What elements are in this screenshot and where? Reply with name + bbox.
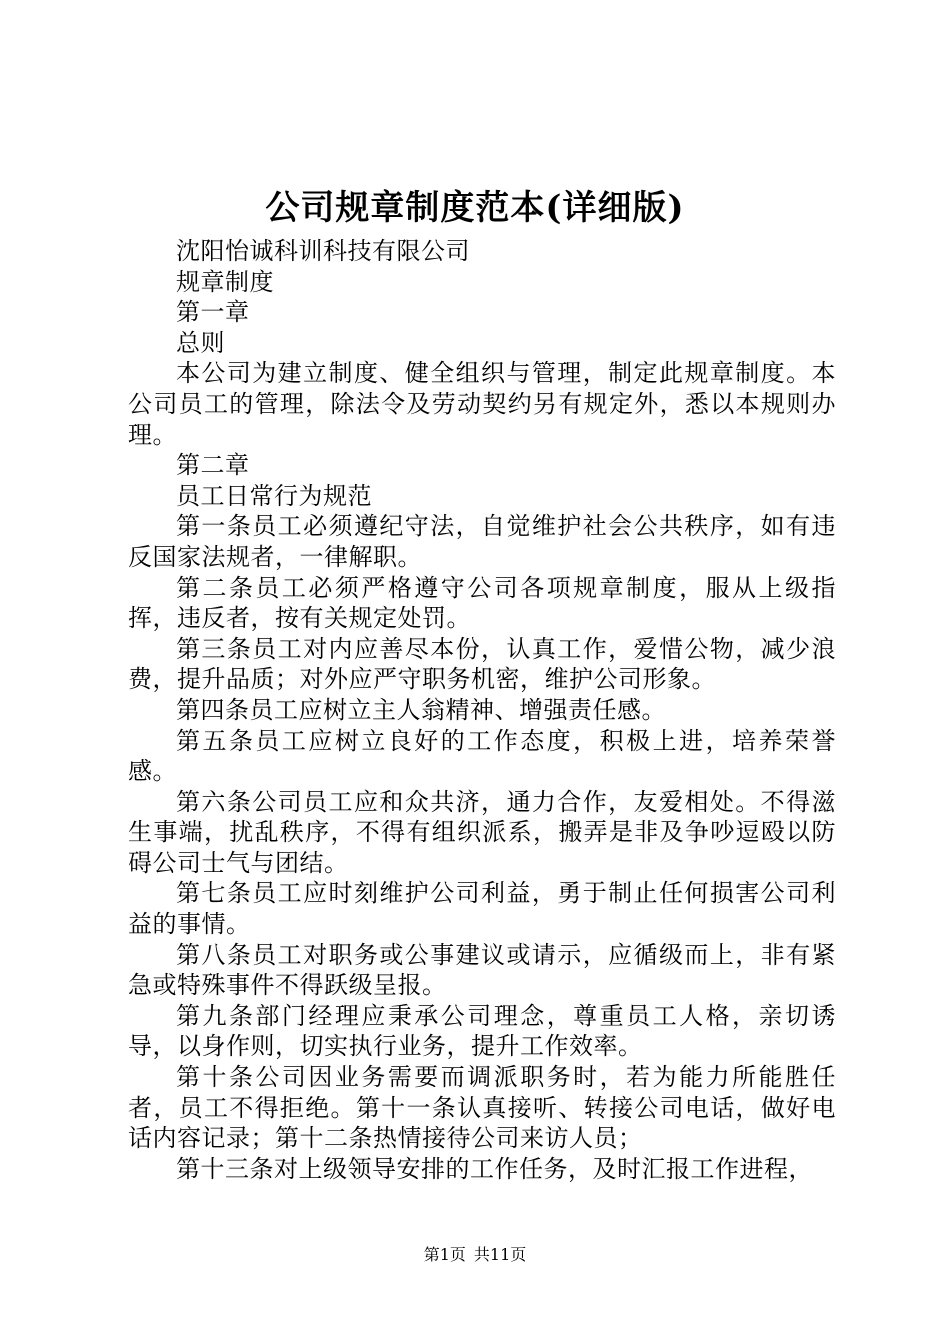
paragraph: 本公司为建立制度、健全组织与管理，制定此规章制度。本公司员工的管理，除法令及劳动契约另有规定外，悉以本规则办理。 [128, 359, 836, 449]
company-name: 沈阳怡诚科训科技有限公司 [176, 237, 470, 265]
article-paragraph: 第一条员工必须遵纪守法，自觉维护社会公共秩序，如有违反国家法规者，一律解职。 [128, 512, 836, 571]
article-paragraph: 第六条公司员工应和众共济，通力合作，友爱相处。不得滋生事端，扰乱秩序，不得有组织派系，搬弄是非及争吵逗殴以防碍公司士气与团结。 [128, 787, 836, 877]
document-body [128, 236, 836, 1184]
article-paragraph: 第十条公司因业务需要而调派职务时，若为能力所能胜任者，员工不得拒绝。第十一条认真接听、转接公司电话，做好电话内容记录；第十二条热情接待公司来访人员； [128, 1063, 836, 1153]
section-heading: 规章制度 [176, 267, 274, 296]
page-number: 第1页 [423, 1245, 466, 1264]
article-paragraph: 第八条员工对职务或公事建议或请示，应循级而上，非有紧急或特殊事件不得跃级呈报。 [128, 940, 836, 1000]
article-paragraph: 第二条员工必须严格遵守公司各项规章制度，服从上级指挥，违反者，按有关规定处罚。 [128, 573, 836, 633]
article-paragraph: 第七条员工应时刻维护公司利益，勇于制止任何损害公司利益的事情。 [128, 879, 836, 939]
article-paragraph: 第九条部门经理应秉承公司理念，尊重员工人格，亲切诱导，以身作则，切实执行业务，提升工作效率。 [128, 1001, 836, 1061]
chapter-subtitle: 员工日常行为规范 [176, 481, 372, 510]
page-footer [0, 1243, 950, 1267]
chapter-heading: 第二章 [176, 451, 250, 480]
page-total: 共11页 [473, 1245, 527, 1264]
article-paragraph: 第十三条对上级领导安排的工作任务，及时汇报工作进程， [176, 1154, 813, 1183]
document-title: 公司规章制度范本(详细版) [265, 188, 685, 228]
article-paragraph: 第四条员工应树立主人翁精神、增强责任感。 [176, 695, 666, 724]
article-paragraph: 第三条员工对内应善尽本份，认真工作，爱惜公物，减少浪费，提升品质；对外应严守职务机密，维护公司形象。 [128, 634, 836, 694]
chapter-heading: 第一章 [176, 298, 250, 327]
article-paragraph: 第五条员工应树立良好的工作态度，积极上进，培养荣誉感。 [128, 726, 836, 786]
chapter-subtitle: 总则 [176, 328, 225, 357]
